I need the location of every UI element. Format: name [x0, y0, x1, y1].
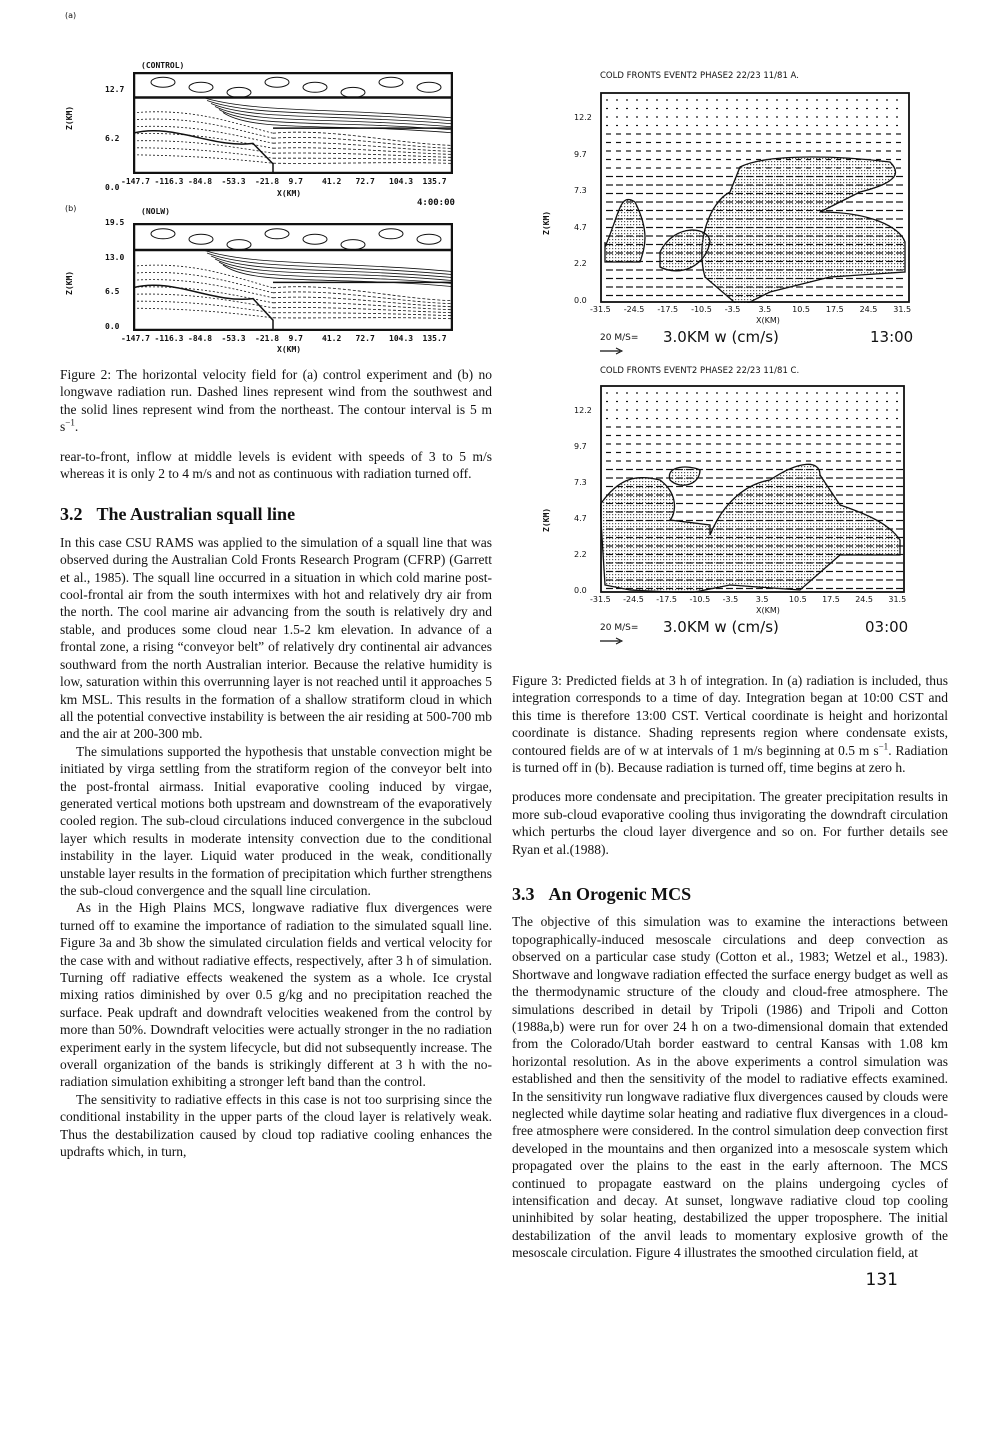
right-column — [512, 672, 948, 1289]
x-tick-label: 72.7 — [355, 334, 375, 343]
dashed-contour — [133, 280, 273, 298]
x-tick-label: -3.5 — [722, 595, 739, 604]
y-tick-label: 13.0 — [105, 252, 125, 262]
paragraph: produces more condensate and precipitation. The greater precipitation results in more sub-cloud evaporative cooling thus invigorating the downdraft circulation which perturbs the cloud layer divergence and so on. For further details see Ryan et al.(1988). — [512, 789, 948, 857]
solid-contour — [151, 229, 175, 239]
x-tick-label: 104.3 — [389, 177, 414, 186]
x-axis-label-b: X(KM) — [277, 345, 302, 354]
y-tick-label: 4.7 — [574, 514, 587, 523]
panel-a-title: (CONTROL) — [141, 61, 185, 70]
dashed-contour — [133, 308, 273, 318]
solid-contour — [133, 282, 453, 331]
y-axis-label-b: Z(KM) — [65, 270, 74, 295]
y-tick-label: 19.5 — [105, 218, 125, 227]
scale-label: 20 M/S= — [600, 333, 639, 343]
left-column — [60, 366, 492, 1160]
solid-contour — [417, 82, 441, 92]
y-tick-label: 12.7 — [105, 85, 125, 94]
solid-contour — [417, 234, 441, 244]
panel-b-title: (NOLW) — [141, 207, 170, 216]
x-tick-label: 24.5 — [859, 305, 878, 314]
solid-contour — [265, 229, 289, 239]
solid-contour — [151, 77, 175, 87]
figure-3a — [520, 60, 960, 355]
paragraph: The simulations supported the hypothesis that unstable convection might be initiated by virga settling from the stratiform region of the conveyor belt into the post-frontal airmass. Initial evaporative cooling induced by virgae, generated vertical motions both upstream and downstream of the evaporatively cooled region. The sub-cloud circulations induced convergence in the subcloud layer which results in moderate intensity convection due to the conditional instability in the layer. Liquid water produced in the weak, conditionally unstable layer results in the formation of precipitation which further strengthens the sub-cloud convergence and the squall line circulation. — [60, 743, 492, 898]
x-tick-label: 104.3 — [389, 334, 414, 343]
dashed-contour — [133, 155, 273, 163]
x-tick-label: 41.2 — [322, 177, 342, 186]
section-title: The Australian squall line — [96, 504, 296, 525]
scale-label: 20 M/S= — [600, 623, 639, 633]
solid-contour — [341, 240, 365, 250]
x-tick-label: 41.2 — [322, 334, 342, 343]
scale-arrow-icon — [600, 637, 624, 645]
caption-sup: −1 — [65, 417, 75, 428]
solid-contour — [379, 229, 403, 239]
x-tick-label: 31.5 — [893, 305, 912, 314]
x-tick-label: -17.5 — [657, 305, 679, 314]
caption-text: Figure 2: The horizontal velocity field for (a) control experiment and (b) no longwave radiation run. Dashed lines represent wind from the southwest and the solid lines represent wind from the northeast. The contour interval is 5 m s — [60, 367, 492, 435]
x-tick-label: -84.8 — [188, 334, 213, 343]
y-tick-label: 6.2 — [105, 134, 120, 143]
section-number: 3.2 — [60, 504, 83, 525]
solid-contour — [189, 234, 213, 244]
section-heading-3-3 — [512, 886, 948, 903]
vector-field-plot — [600, 92, 910, 303]
field-label: 3.0KM w (cm/s) — [663, 328, 779, 346]
field-label: 3.0KM w (cm/s) — [663, 618, 779, 636]
solid-contour — [219, 110, 453, 130]
solid-contour — [341, 87, 365, 97]
dashed-contour — [273, 313, 453, 316]
panel-a-label: (a) — [65, 11, 77, 20]
x-tick-label: 10.5 — [788, 595, 807, 604]
x-axis-label-a: X(KM) — [277, 189, 302, 198]
x-tick-label: 17.5 — [825, 305, 844, 314]
dashed-contour — [273, 163, 453, 164]
paragraph: The objective of this simulation was to examine the interactions between topographically-induced mesoscale circulations and deep convection as observed on a particular case study (Cotton et al., 1983; Wetzel et al., 1983). Shortwave and longwave radiation effected the surface energy budget as well as the thermodynamic structure of the cloudy and cloud-free atmosphere. The simulations described in detail by Tripoli (1986) and Tripoli and Cotton (1988a,b) were run for over 24 h on a two-dimensional domain that extended from the Colorado/Utah border eastward to central Kansas with 1.08 km horizontal resolution. As in the above experiments a control simulation was established and then the sensitivity of the model to radiative effects examined. In the sensitivity run longwave radiative flux divergences caused by clouds were neglected while daytime solar heating and radiative flux divergences in a cloud-free atmosphere were considered. In the control simulation deep convection first developed in the mountains and then organized into a mesoscale system which propagated over the plains to the east in the early afternoon. The MCS continued to propagate eastward on the plains undergoing cycles of intensification and decay. At sunset, longwave radiative cloud top cooling uninhibited by solar heating, destabilized the upper troposphere. The initial destabilization of the anvil leads to momentary explosive growth of the mesoscale circulation. Figure 4 illustrates the smoothed circulation field, at — [512, 914, 948, 1261]
section-title: An Orogenic MCS — [548, 884, 692, 905]
solid-contour — [227, 87, 251, 97]
y-tick-label: 12.2 — [574, 113, 592, 122]
solid-contour — [203, 98, 453, 118]
x-tick-label: -24.5 — [623, 595, 644, 604]
caption-text: Figure 3: Predicted fields at 3 h of integration. In (a) radiation is included, thus integration corresponds to a time of day. Integration began at 10:00 CST and this time is therefore 13:00 CST. Vertical coordinate is height and horizontal coordinate is distance. Shading represents region where condensate exists, contoured fields are of w at intervals of 1 m/s beginning at 0.5 m s — [512, 673, 948, 758]
time-label: 4:00:00 — [417, 198, 455, 208]
y-tick-label: 6.5 — [105, 287, 120, 297]
figure-2 — [55, 0, 495, 360]
panel-title: COLD FRONTS EVENT2 PHASE2 22/23 11/81 A. — [600, 71, 799, 81]
scale-arrow-icon — [600, 347, 624, 355]
x-tick-label: 3.5 — [758, 305, 772, 314]
y-tick-label: 0.0 — [105, 322, 120, 331]
x-tick-label: -31.5 — [590, 595, 611, 604]
x-tick-label: 72.7 — [355, 177, 375, 186]
page-number: 131 — [865, 1269, 898, 1290]
y-tick-label: 0.0 — [574, 296, 587, 305]
y-tick-label: 2.2 — [574, 259, 587, 269]
velocity-plot-nolw — [133, 223, 453, 331]
time-label: 03:00 — [865, 618, 909, 636]
solid-contour — [303, 234, 327, 244]
y-tick-label: 0.0 — [574, 586, 587, 595]
x-axis-label: X(KM) — [756, 316, 780, 325]
dashed-contour — [133, 141, 273, 154]
x-tick-label: -24.5 — [623, 305, 645, 314]
y-tick-label: 9.7 — [574, 149, 587, 159]
dashed-contour — [273, 158, 453, 160]
time-label: 13:00 — [870, 328, 914, 346]
paragraph: As in the High Plains MCS, longwave radiative flux divergences were turned off to examine the importance of radiation to the simulated squall line. Figure 3a and 3b show the simulated circulation fields and vertical velocity for the case with and without radiative effects, respectively, after 3 h of simulation. Turning off radiative effects weakened the system as a whole. Ice crystal mixing ratios diminished by over 0.5 g/kg and no precipitation reached the surface. Peak updraft and downdraft velocities weakened from the control by more than 50%. Downdraft velocities were actually stronger in the no radiation experiment early in the system lifecycle, but did not subsequently increase. The overall organization of the bands is strikingly different at 3 h with the no-radiation simulation exhibiting a stronger left band than the control. — [60, 900, 492, 1090]
paragraph: The sensitivity to radiative effects in this case is not too surprising since the conditional instability in the upper parts of the cloud layer is relatively weak. Thus the destabilization caused by cloud top radiative cooling enhances the updrafts which, in turn, — [60, 1091, 492, 1160]
solid-contour — [303, 82, 327, 92]
dashed-contour — [273, 153, 453, 157]
paragraph: In this case CSU RAMS was applied to the simulation of a squall line that was observed during the Australian Cold Fronts Research Program (CFRP) (Garrett et al., 1985). The squall line occurred in a situation in which cold marine post-cool-frontal air from the south intermixes with hot and relatively dry air from the north. The cool marine air advancing from the south is relatively dry and stable, and produces some cloud near 1.5-2 km elevation. In advance of a frontal zone, a rising “conveyor belt” of relatively dry continental air advances southward from the north Australian interior. Because the relative humidity is low, saturation within this overrunning layer is not reached until it approaches 5 km MSL. This results in the formation of a shallow stratiform cloud in which all the potential convective instability is between the air residing at 500-700 mb and the air at 200-300 mb. — [60, 534, 492, 742]
x-tick-label: 24.5 — [855, 595, 874, 604]
x-tick-label: 3.5 — [755, 595, 769, 604]
figure-3-caption — [512, 672, 948, 776]
dashed-contour — [273, 318, 453, 319]
y-tick-label: 7.3 — [574, 478, 587, 487]
section-heading-3-2 — [60, 506, 492, 523]
dashed-contour — [133, 119, 273, 138]
x-tick-label: -147.7 — [121, 177, 150, 186]
x-tick-label: 9.7 — [288, 177, 303, 186]
x-tick-label: -116.3 — [154, 177, 184, 186]
x-tick-label: 9.7 — [288, 334, 303, 343]
figure-3b — [520, 362, 960, 657]
panel-title: COLD FRONTS EVENT2 PHASE2 22/23 11/81 C. — [600, 366, 800, 376]
y-tick-label: 7.3 — [574, 186, 587, 196]
figure-2-caption — [60, 366, 492, 436]
dashed-contour — [133, 148, 273, 158]
y-tick-label: 0.0 — [105, 183, 120, 192]
dashed-contour — [273, 148, 453, 155]
x-tick-label: -116.3 — [154, 334, 184, 343]
x-tick-label: 135.7 — [422, 177, 447, 186]
dashed-contour — [133, 294, 273, 308]
x-tick-label: -147.7 — [121, 334, 150, 343]
dashed-contour — [133, 265, 273, 288]
paragraph: rear-to-front, inflow at middle levels is evident with speeds of 3 to 5 m/s whereas it is only 2 to 4 m/s and not as continuous with radiation turned off. — [60, 448, 492, 482]
y-tick-label: 4.7 — [574, 222, 587, 232]
y-tick-label: 9.7 — [574, 442, 587, 451]
panel-b-label: (b) — [65, 204, 77, 213]
solid-contour — [133, 128, 453, 174]
x-tick-label: -53.3 — [221, 334, 246, 343]
x-tick-label: -53.3 — [221, 177, 246, 186]
solid-contour — [227, 240, 251, 250]
x-tick-label: 135.7 — [422, 334, 447, 343]
x-tick-label: -10.5 — [691, 305, 712, 314]
x-tick-label: 10.5 — [792, 305, 810, 314]
x-tick-label: -3.5 — [724, 305, 741, 314]
condensate-region — [669, 467, 700, 485]
solid-contour — [379, 77, 403, 87]
dashed-contour — [273, 132, 453, 145]
dashed-contour — [133, 287, 273, 303]
solid-contour — [189, 82, 213, 92]
dashed-contour — [273, 287, 453, 301]
x-tick-label: 31.5 — [888, 595, 907, 604]
solid-contour — [223, 265, 453, 287]
solid-contour — [265, 77, 289, 87]
y-tick-label: 2.2 — [574, 550, 587, 559]
vector-field-plot — [600, 385, 905, 593]
x-tick-label: -84.8 — [188, 177, 213, 186]
x-tick-label: -10.5 — [689, 595, 711, 604]
x-tick-label: 17.5 — [822, 595, 840, 604]
y-axis-label: Z(KM) — [542, 507, 551, 532]
y-axis-label: Z(KM) — [542, 210, 551, 235]
y-tick-label: 12.2 — [574, 406, 592, 415]
x-axis-label: X(KM) — [756, 606, 780, 615]
y-axis-label-a: Z(KM) — [65, 105, 74, 130]
condensate-region — [702, 157, 905, 303]
caption-end: . — [74, 419, 79, 435]
velocity-plot-control — [133, 72, 453, 174]
caption-end: . Radiation is turned off in (b). Because radiation is turned off, time begins at zero h. — [512, 742, 948, 776]
x-tick-label: -31.5 — [590, 305, 611, 314]
section-number: 3.3 — [512, 884, 535, 905]
x-tick-label: -21.8 — [255, 177, 280, 186]
dashed-contour — [273, 308, 453, 313]
x-tick-label: -21.8 — [255, 334, 280, 343]
caption-sup: −1 — [878, 741, 889, 752]
x-tick-label: -17.5 — [656, 595, 677, 604]
